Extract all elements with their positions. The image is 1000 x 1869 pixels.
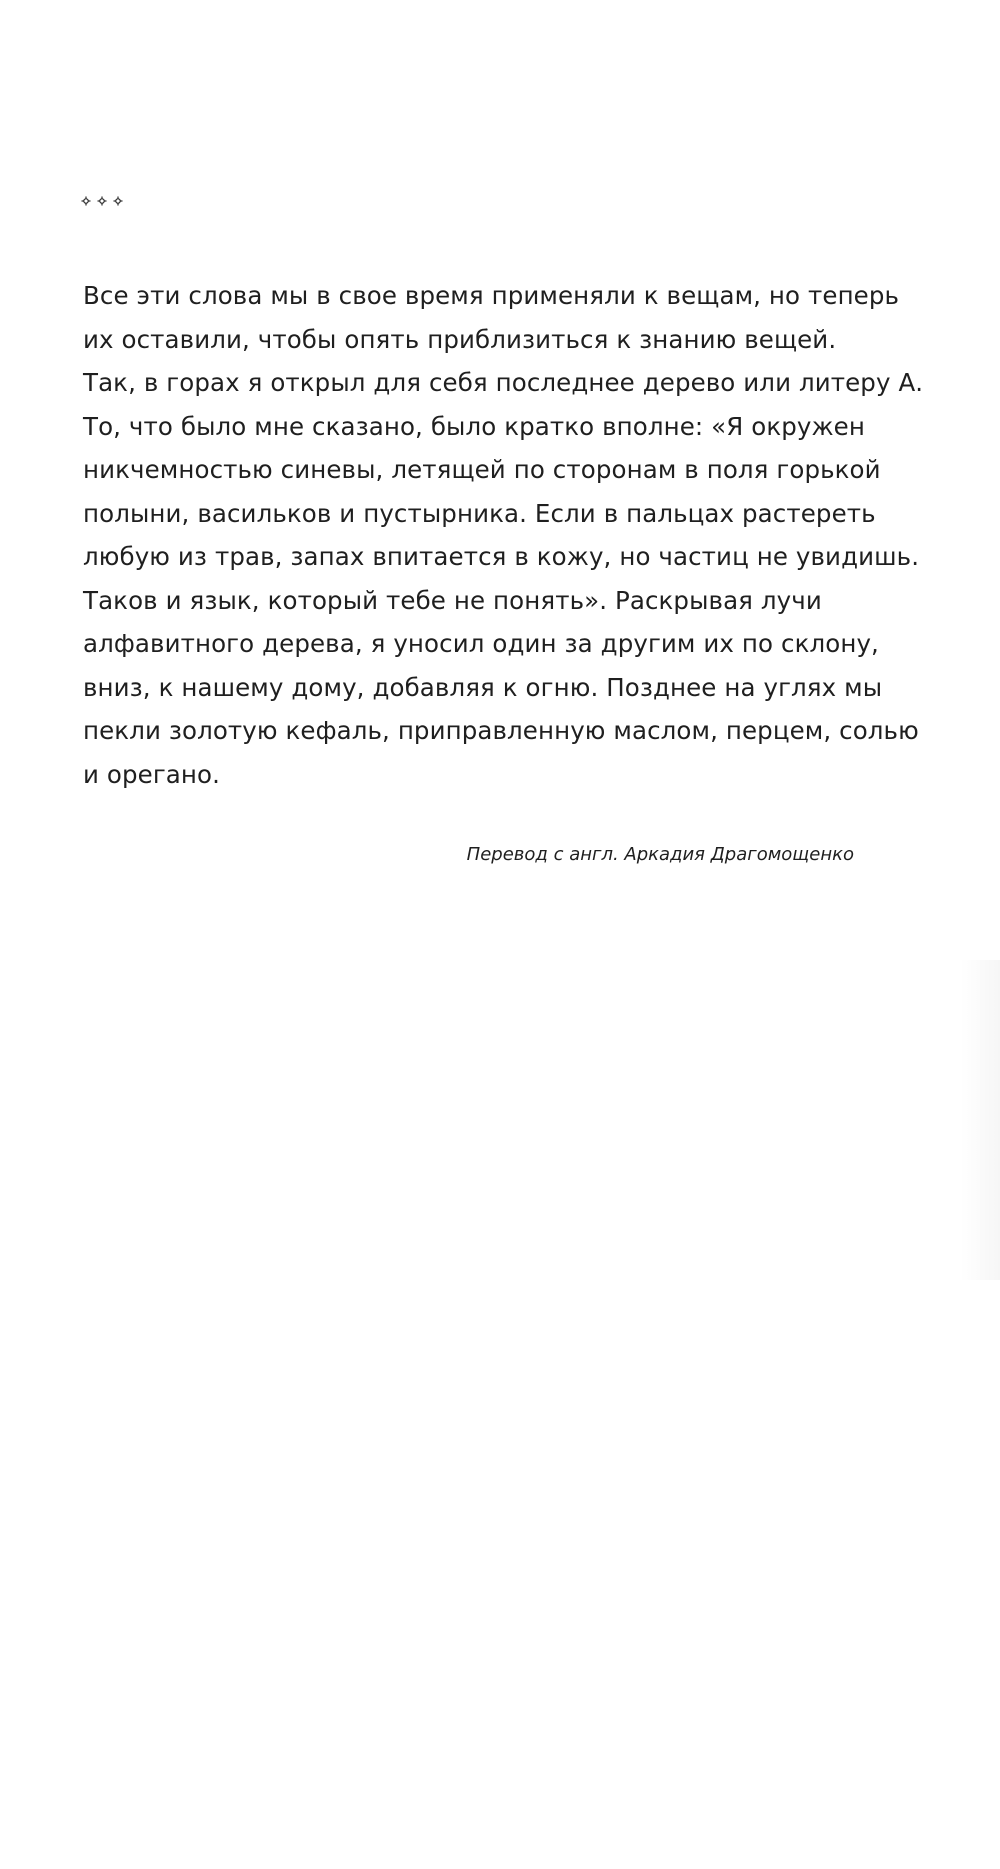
- text-line: вниз, к нашему дому, добавляя к огню. Позднее на углях мы: [83, 672, 883, 702]
- page-edge-shadow: [960, 960, 1000, 1280]
- asterisk-flower-icon: [97, 196, 107, 206]
- translator-credit: Перевод с англ. Аркадия Драгомощенко: [466, 844, 854, 865]
- text-line: Так, в горах я открыл для себя последнее дерево или литеру А.: [83, 368, 924, 397]
- text-line: их оставили, чтобы опять приблизиться к знанию вещей.: [83, 324, 837, 354]
- text-line: Все эти слова мы в свое время применяли к вещам, но теперь: [83, 281, 900, 310]
- section-ornament: [81, 196, 123, 206]
- text-line: алфавитного дерева, я уносил один за другим их по склону,: [83, 629, 879, 658]
- text-line: любую из трав, запах впитается в кожу, но частиц не увидишь.: [83, 542, 920, 571]
- text-line: пекли золотую кефаль, приправленную маслом, перцем, солью: [83, 716, 919, 745]
- text-line: полыни, васильков и пустырника. Если в пальцах растереть: [83, 498, 876, 528]
- asterisk-flower-icon: [81, 196, 91, 206]
- asterisk-flower-icon: [113, 196, 123, 206]
- text-line: Таков и язык, который тебе не понять». Раскрывая лучи: [83, 585, 822, 615]
- text-line: никчемностью синевы, летящей по сторонам в поля горькой: [83, 455, 881, 484]
- text-line: и орегано.: [83, 759, 221, 789]
- prose-paragraph: [83, 274, 924, 796]
- text-line: То, что было мне сказано, было кратко вполне: «Я окружен: [83, 411, 865, 441]
